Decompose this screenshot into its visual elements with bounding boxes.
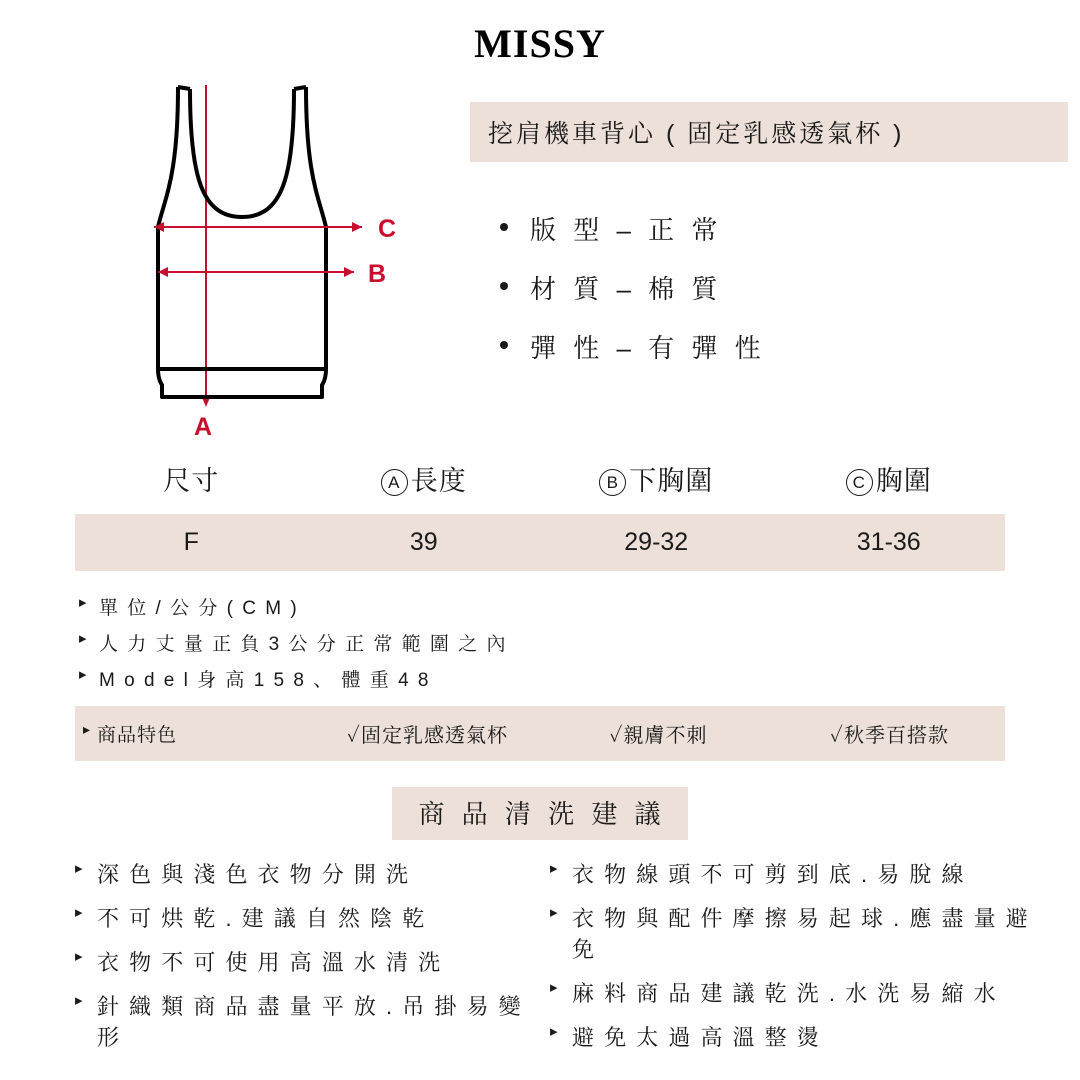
wash-item: ▸ 不 可 烘 乾 . 建 議 自 然 陰 乾	[75, 902, 540, 933]
note-item: ▸ 單 位 / 公 分 ( C M )	[79, 593, 1009, 620]
wash-item: ▸ 麻 料 商 品 建 議 乾 洗 . 水 洗 易 縮 水	[550, 977, 1045, 1008]
brand-title: MISSY	[474, 21, 606, 66]
label-b: B	[368, 260, 387, 288]
product-attributes	[470, 210, 1080, 365]
cell-bust: 31-36	[773, 514, 1006, 571]
garment-diagram	[0, 77, 470, 447]
table-header-row	[75, 447, 1005, 514]
header-length: A 長度	[308, 447, 541, 514]
wash-column-left	[35, 858, 540, 1065]
wash-item: ▸ 衣 物 線 頭 不 可 剪 到 底 . 易 脫 線	[550, 858, 1045, 889]
wash-title-wrap	[0, 787, 1080, 840]
marker-a: A	[381, 469, 408, 496]
cell-length: 39	[308, 514, 541, 571]
table-row	[75, 514, 1005, 571]
header-bust: C 胸圍	[773, 447, 1006, 514]
garment-illustration	[110, 77, 430, 447]
product-features	[75, 706, 1005, 761]
feature-item: ✓固定乳感透氣杯	[347, 725, 508, 747]
note-item: ▸ 人 力 丈 量 正 負 3 公 分 正 常 範 圍 之 內	[79, 629, 1009, 656]
cell-size: F	[75, 514, 308, 571]
note-item: ▸ M o d e l 身 高 1 5 8 、 體 重 4 8	[79, 665, 1009, 692]
attribute-item: 版 型 – 正 常	[500, 210, 1080, 247]
feature-item: ✓秋季百搭款	[830, 725, 949, 747]
header-underbust: B 下胸圍	[540, 447, 773, 514]
wash-column-right	[540, 858, 1045, 1065]
product-overview	[0, 67, 1080, 447]
cell-underbust: 29-32	[540, 514, 773, 571]
wash-instructions	[35, 858, 1045, 1065]
measurement-notes	[71, 593, 1009, 692]
size-table	[75, 447, 1005, 571]
header-size: 尺寸	[163, 466, 220, 496]
wash-item: ▸ 針 織 類 商 品 盡 量 平 放 . 吊 掛 易 變 形	[75, 990, 540, 1052]
attribute-item: 材 質 – 棉 質	[500, 269, 1080, 306]
marker-c: C	[846, 469, 873, 496]
attribute-item: 彈 性 – 有 彈 性	[500, 328, 1080, 365]
product-title: 挖肩機車背心 ( 固定乳感透氣杯 )	[470, 102, 1068, 162]
marker-b: B	[599, 469, 626, 496]
wash-item: ▸ 深 色 與 淺 色 衣 物 分 開 洗	[75, 858, 540, 889]
product-info	[470, 77, 1080, 387]
wash-item: ▸ 衣 物 與 配 件 摩 擦 易 起 球 . 應 盡 量 避 免	[550, 902, 1045, 964]
label-c: C	[378, 215, 397, 243]
wash-section-title: 商 品 清 洗 建 議	[392, 787, 687, 840]
features-label: ▸ 商品特色	[75, 720, 312, 747]
wash-item: ▸ 避 免 太 過 高 溫 整 燙	[550, 1021, 1045, 1052]
wash-item: ▸ 衣 物 不 可 使 用 高 溫 水 清 洗	[75, 946, 540, 977]
label-a: A	[194, 413, 213, 441]
feature-item: ✓親膚不刺	[609, 725, 708, 747]
